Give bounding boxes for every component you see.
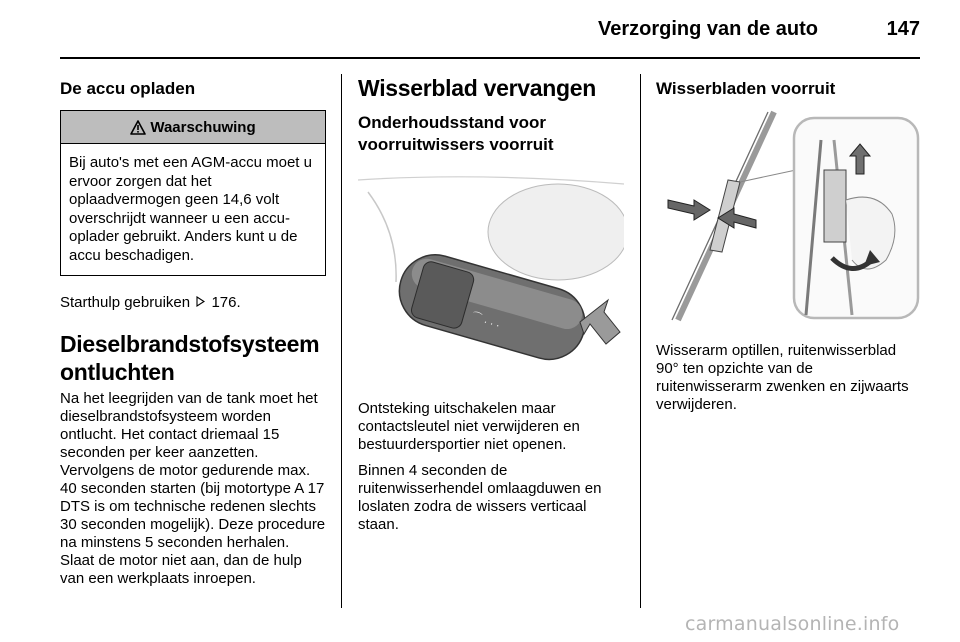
- column-2: [358, 74, 624, 534]
- column-3: [656, 74, 922, 414]
- wiper-stalk-image: [358, 172, 624, 386]
- warning-title: Waarschuwing: [150, 118, 256, 136]
- subtitle-service-position: Onderhoudsstand voor voorruitwissers voorruit: [358, 113, 554, 154]
- column-1: [60, 74, 326, 588]
- header-title: Verzorging van de auto: [597, 18, 818, 40]
- wiper-para-2: Binnen 4 seconden de ruitenwisserhendel omlaagduwen en loslaten zodra de wissers verticaal staan.: [358, 462, 602, 533]
- page-reference-icon: [196, 296, 205, 307]
- svg-text:⌒ . . .: ⌒ . . .: [470, 311, 502, 330]
- jump-start-line: [60, 294, 326, 312]
- section-title-wiper: Wisserblad vervangen: [358, 75, 596, 101]
- diesel-text: Na het leegrijden van de tank moet het dieselbrandstofsysteem worden ontlucht. Het contact driemaal 15 seconden per keer aanzetten. Vervolgens de motor gedurende max. 40 seconden starten (bij motortype A 17 DTS is om technische redenen slechts 30 seconden mogelijk). Deze procedure na minstens 5 seconden herhalen. Slaat de motor niet aan, dan de hulp van een werkplaats inroepen.: [60, 390, 326, 587]
- section-title-battery: De accu opladen: [60, 79, 196, 98]
- subtitle-windscreen-blades: Wisserbladen voorruit: [656, 79, 836, 98]
- wiper-lever-illustration: [358, 172, 624, 386]
- column-divider: [640, 74, 641, 608]
- warning-triangle-icon: [130, 120, 146, 135]
- warning-text: Bij auto's met een AGM-accu moet u ervoor zorgen dat het oplaadvermogen geen 14,6 volt overschrijdt wanneer u een accu-oplader gebruikt. Anders kunt u de accu beschadigen.: [69, 154, 312, 264]
- warning-box: [60, 110, 326, 276]
- jump-start-text: Starthulp gebruiken: [60, 294, 191, 311]
- wiper-blade-illustration: [656, 110, 922, 324]
- section-title-diesel: Dieselbrandstofsysteem ontluchten: [60, 331, 320, 385]
- warning-header: [61, 111, 325, 144]
- page-number: 147: [886, 18, 920, 40]
- header-rule: [60, 57, 920, 59]
- column-divider: [341, 74, 342, 608]
- wiper-blade-image: [656, 110, 922, 324]
- page-header: [60, 0, 920, 56]
- jump-start-ref[interactable]: 176.: [211, 294, 241, 311]
- wiper-para-1: Ontsteking uitschakelen maar contactsleutel niet verwijderen en bestuurdersportier niet openen.: [358, 400, 580, 453]
- blade-caption: Wisserarm optillen, ruitenwisserblad 90° ten opzichte van de ruitenwisserarm zwenken en zijwaarts verwijderen.: [656, 342, 909, 413]
- watermark: carmanualsonline.info: [685, 613, 900, 635]
